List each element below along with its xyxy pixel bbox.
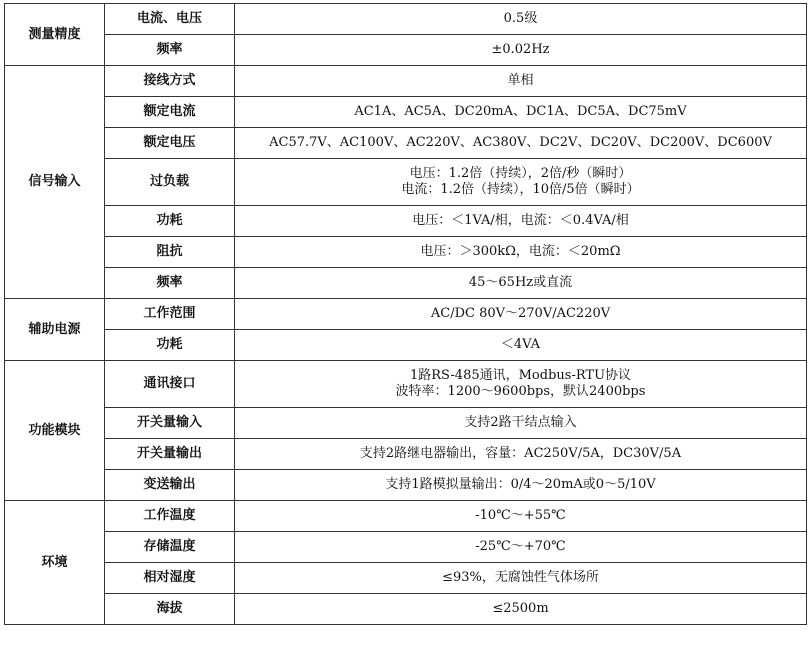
value-line: ≤2500m — [492, 601, 549, 616]
item-cell: 工作温度 — [105, 501, 235, 532]
value-cell — [235, 361, 807, 408]
value-line: 电压：1.2倍（持续），2倍/秒（瞬时） — [409, 166, 632, 181]
table-row — [5, 470, 807, 501]
value-line: 0.5级 — [503, 11, 538, 26]
item-cell: 开关量输出 — [105, 439, 235, 470]
value-line: 支持1路模拟量输出：0/4～20mA或0～5/10V — [385, 477, 656, 492]
table-row — [5, 299, 807, 330]
value-cell — [235, 594, 807, 625]
value-line: AC1A、AC5A、DC20mA、DC1A、DC5A、DC75mV — [354, 104, 687, 119]
item-cell: 开关量输入 — [105, 408, 235, 439]
table-row — [5, 439, 807, 470]
value-line: 支持2路干结点输入 — [464, 415, 577, 430]
table-row — [5, 66, 807, 97]
table-row — [5, 128, 807, 159]
value-cell — [235, 4, 807, 35]
table-row — [5, 206, 807, 237]
table-row — [5, 4, 807, 35]
value-line: 1路RS-485通讯，Modbus-RTU协议 — [409, 368, 632, 383]
value-line: 单相 — [507, 73, 534, 88]
value-cell — [235, 159, 807, 206]
table-row — [5, 97, 807, 128]
table-row — [5, 594, 807, 625]
category-cell: 环境 — [5, 501, 105, 625]
value-line: 支持2路继电器输出，容量：AC250V/5A，DC30V/5A — [359, 446, 682, 461]
table-row — [5, 268, 807, 299]
value-line: 电压：＜1VA/相，电流：＜0.4VA/相 — [412, 213, 629, 228]
category-cell: 测量精度 — [5, 4, 105, 66]
item-cell: 额定电压 — [105, 128, 235, 159]
table-row — [5, 35, 807, 66]
table-row — [5, 361, 807, 408]
value-cell — [235, 97, 807, 128]
value-line: 电压：＞300kΩ，电流：＜20mΩ — [420, 244, 621, 259]
value-line: 45～65Hz或直流 — [468, 275, 573, 290]
item-cell: 通讯接口 — [105, 361, 235, 408]
item-cell: 变送输出 — [105, 470, 235, 501]
value-cell — [235, 299, 807, 330]
value-line: -25℃～+70℃ — [475, 539, 566, 554]
value-cell — [235, 563, 807, 594]
value-cell — [235, 237, 807, 268]
item-cell: 功耗 — [105, 206, 235, 237]
category-cell: 辅助电源 — [5, 299, 105, 361]
item-cell: 电流、电压 — [105, 4, 235, 35]
value-cell — [235, 206, 807, 237]
value-cell — [235, 439, 807, 470]
value-line: ＜4VA — [500, 337, 541, 352]
value-cell — [235, 330, 807, 361]
value-line: AC57.7V、AC100V、AC220V、AC380V、DC2V、DC20V、DC200V、DC600V — [269, 135, 772, 150]
value-line: ±0.02Hz — [491, 42, 550, 57]
table-row — [5, 159, 807, 206]
category-cell: 功能模块 — [5, 361, 105, 501]
value-cell — [235, 470, 807, 501]
value-cell — [235, 532, 807, 563]
value-line: ≤93%，无腐蚀性气体场所 — [442, 570, 599, 585]
item-cell: 额定电流 — [105, 97, 235, 128]
table-row — [5, 532, 807, 563]
table-row — [5, 501, 807, 532]
item-cell: 频率 — [105, 268, 235, 299]
item-cell: 工作范围 — [105, 299, 235, 330]
value-line: AC/DC 80V～270V/AC220V — [430, 306, 611, 321]
value-cell — [235, 66, 807, 97]
item-cell: 存储温度 — [105, 532, 235, 563]
table-row — [5, 563, 807, 594]
spec-table — [4, 3, 807, 625]
item-cell: 功耗 — [105, 330, 235, 361]
item-cell: 频率 — [105, 35, 235, 66]
value-line: -10℃～+55℃ — [475, 508, 566, 523]
item-cell: 相对湿度 — [105, 563, 235, 594]
item-cell: 接线方式 — [105, 66, 235, 97]
value-cell — [235, 35, 807, 66]
item-cell: 阻抗 — [105, 237, 235, 268]
value-cell — [235, 408, 807, 439]
value-cell — [235, 128, 807, 159]
value-line: 波特率：1200～9600bps，默认2400bps — [395, 384, 646, 399]
table-row — [5, 330, 807, 361]
item-cell: 过负载 — [105, 159, 235, 206]
category-cell: 信号输入 — [5, 66, 105, 299]
table-row — [5, 408, 807, 439]
spec-table-body — [5, 4, 807, 625]
value-cell — [235, 268, 807, 299]
value-cell — [235, 501, 807, 532]
table-row — [5, 237, 807, 268]
value-line: 电流：1.2倍（持续），10倍/5倍（瞬时） — [401, 182, 640, 197]
item-cell: 海拔 — [105, 594, 235, 625]
